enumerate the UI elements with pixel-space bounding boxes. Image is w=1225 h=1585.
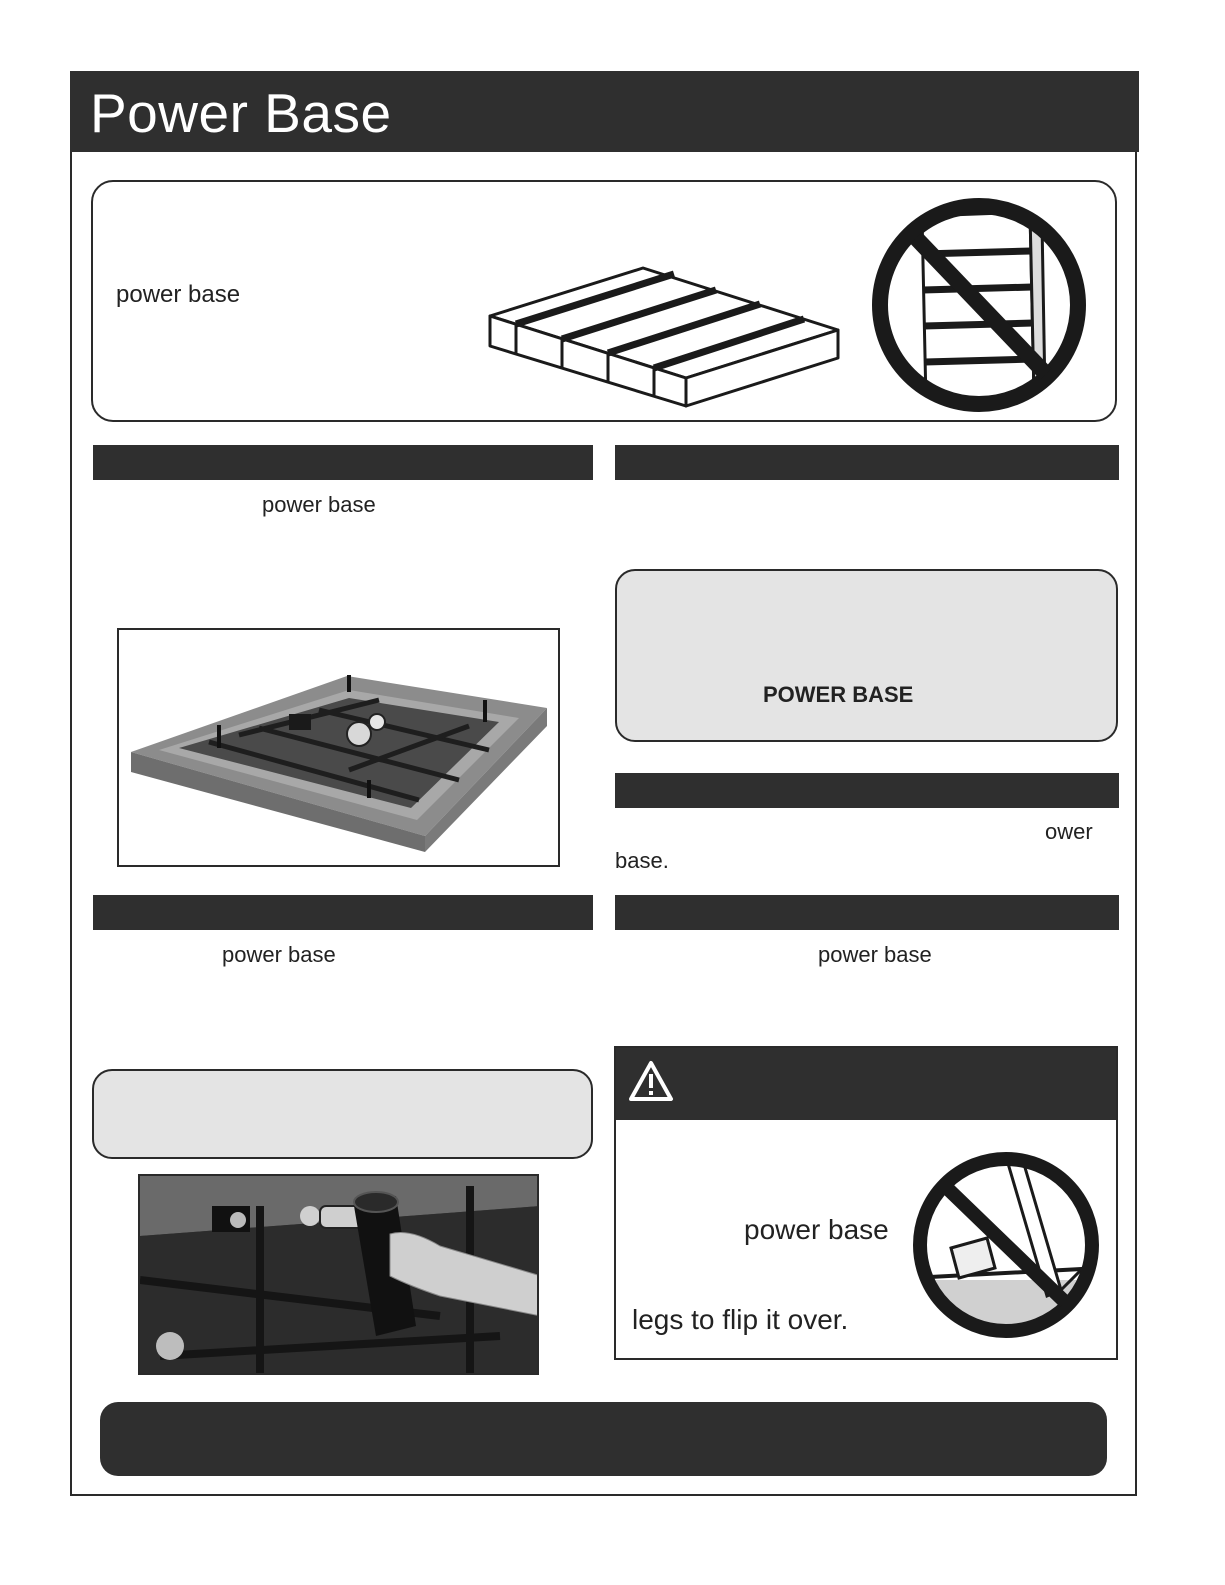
page-header [70, 71, 1139, 152]
section-bar-right-2 [615, 773, 1119, 808]
intro-text: power base [116, 281, 241, 308]
warning-triangle-icon [628, 1060, 674, 1102]
no-upright-box-icon [870, 196, 1088, 414]
section-bar-left-1 [93, 445, 593, 480]
right-section-2-text-b: base. [615, 848, 669, 873]
note-box-left [92, 1069, 593, 1159]
section-bar-right-3 [615, 895, 1119, 930]
section-bar-left-2 [93, 895, 593, 930]
page-title: Power Base [90, 82, 392, 144]
section-bar-right-1 [615, 445, 1119, 480]
left-section-1-text: power base [262, 492, 376, 517]
warning-header [616, 1048, 1116, 1120]
note-box-right-text: POWER BASE [763, 682, 914, 707]
power-base-underside-photo [117, 628, 560, 867]
flat-box-illustration [486, 264, 846, 410]
motor-removal-photo [138, 1174, 539, 1375]
footer-bar [100, 1402, 1107, 1476]
warning-text-a: power base [744, 1214, 889, 1245]
left-section-2-text: power base [222, 942, 336, 967]
warning-text-b: legs to flip it over. [632, 1304, 849, 1335]
right-section-2-text-a: ower [1045, 819, 1093, 844]
warning-box [614, 1046, 1118, 1360]
no-lifting-by-legs-icon [911, 1150, 1101, 1340]
note-box-right [615, 569, 1118, 742]
right-section-3-text: power base [818, 942, 932, 967]
